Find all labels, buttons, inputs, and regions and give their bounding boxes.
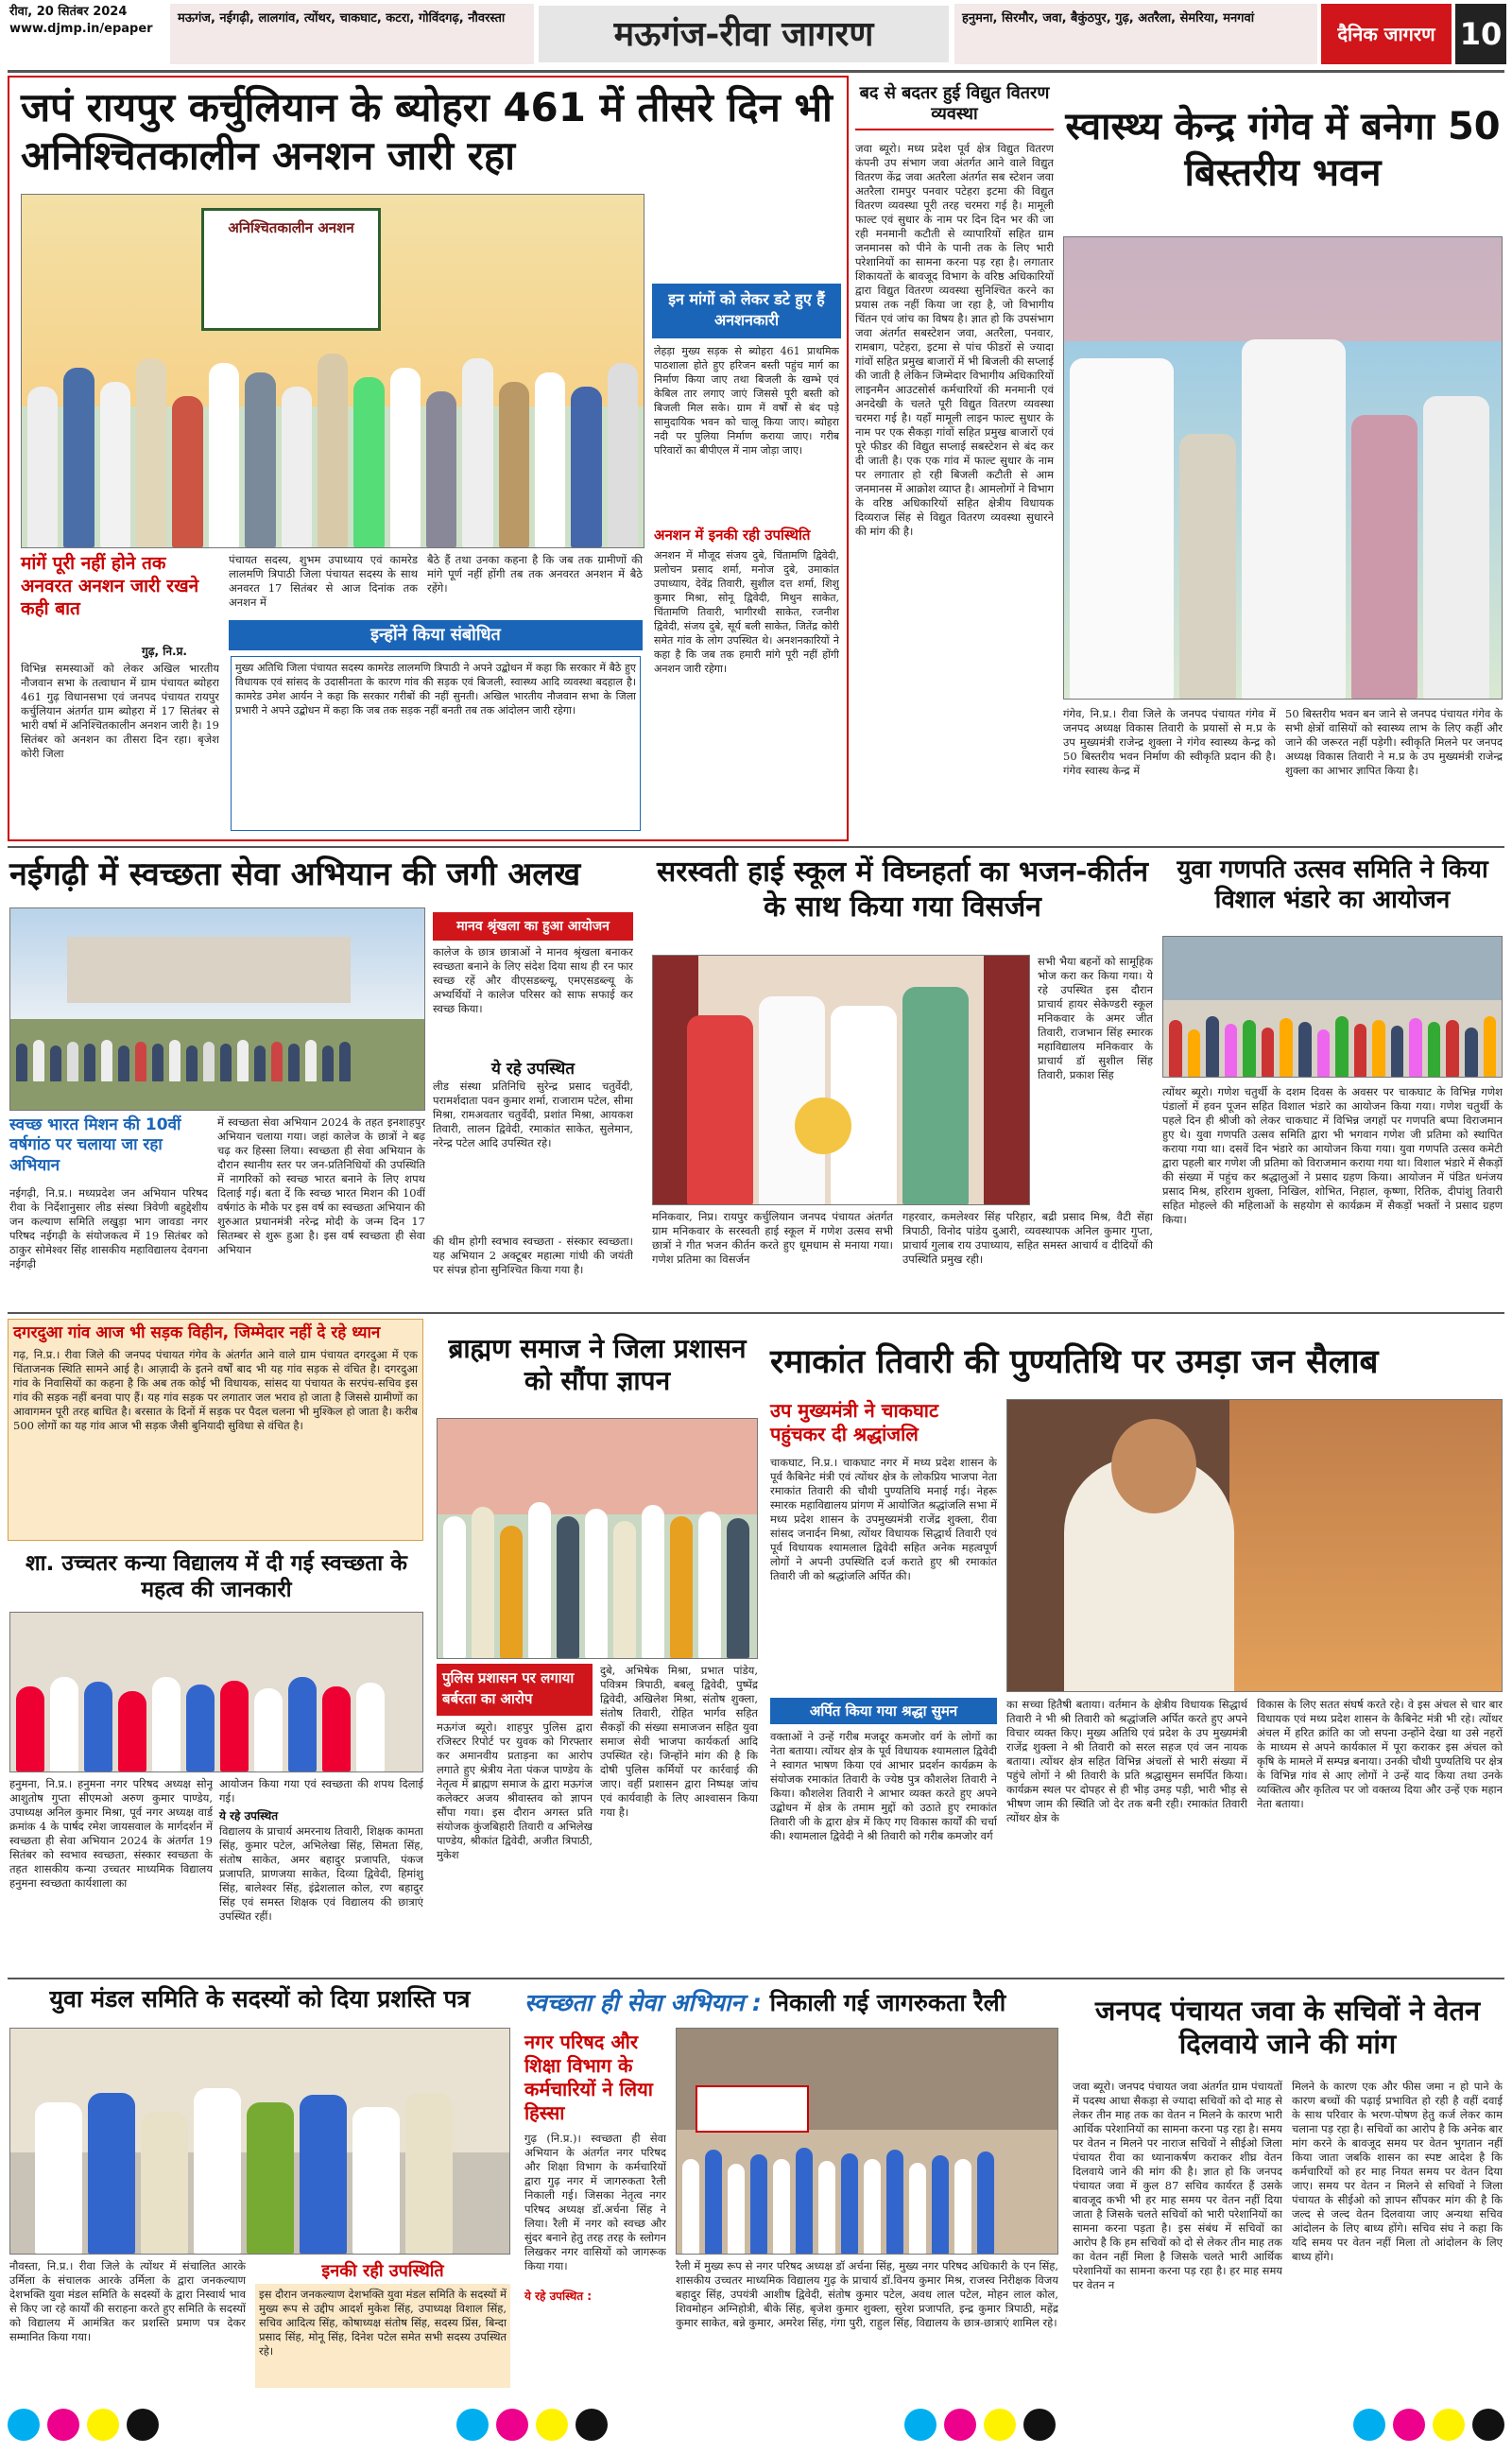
story4-photo [9,907,425,1111]
story1-demands-text: लेहड़ा मुख्य सड़क से ब्योहरा 461 प्राथमिक पाठशाला होते हुए हरिजन बस्ती पहुंच मार्ग का निर्माण किया जाए तथा बिजली के खम्भे एवं केबिल तार लगाए जाएं जिससे पूरी बस्ती को बिजली मिल सके। ग्राम में वर्षों से बंद पड़े सामुदायिक भवन को चालू किया जाए। ब्योहरा नदी पर पुलिया निर्माण कराया जाए। गरीब परिवारों का बीपीएल में नाम जोड़ा जाए। [654,345,839,457]
story8-present-text: विद्यालय के प्राचार्य अमरनाथ तिवारी, शिक्षक कामता सिंह, कुमार पटेल, अभिलेखा सिंह, सिमता सिंह, संतोष साकेत, अमर बहादुर प्रजापति, पंकज प्रजापति, प्राणजया साकेत, दिव्या द्विवेदी, हिमांशु सिंह, बालेश्वर सिंह, इंद्रेशलाल कोल, रण बहादुर सिंह एवं समस्त शिक्षक एवं विद्यालय की छात्राएं उपस्थित रहीं। [219,1824,423,1923]
story12-headline: निकाली गई जागरुकता रैली [769,1989,1006,2016]
story9-photo [437,1418,758,1659]
story9-photo-sub: पुलिस प्रशासन पर लगाया बर्बरता का आरोप [437,1664,593,1716]
divider-3 [8,1978,1504,1979]
story5-headline: सरस्वती हाई स्कूल में विघ्नहर्ता का भजन-कीर्तन के साथ किया गया विसर्जन [656,855,1149,924]
story8-photo [9,1612,423,1772]
story1-addr-head: इन्होंने किया संबोधित [229,620,643,650]
story10-headline: रमाकांत तिवारी की पुण्यतिथि पर उमड़ा जन सैलाब [770,1343,1379,1381]
epaper-url[interactable]: www.djmp.in/epaper [9,22,153,36]
story12-sub: नगर परिषद और शिक्षा विभाग के कर्मचारियों ने लिया हिस्सा [524,2031,653,2124]
story5-side-text: सभी भैया बहनों को सामूहिक भोज करा कर किया गया। ये रहे उपस्थित इस दौरान प्राचार्य हायर सेकेण्डरी स्कूल मनिकवार के अमर जीत तिवारी, राजभान सिंह स्मारक महाविद्यालय मनिकवार के प्राचार्य डॉ सुशील सिंह तिवारी, प्रकाश सिंह [1038,955,1153,1081]
story1-present-head: अनशन में इनकी रही उपस्थिति [654,527,811,544]
story12-title-row [524,1985,1058,2021]
masthead-rule [8,70,1504,73]
brand-title: मऊगंज-रीवा जागरण [539,6,949,62]
story12-photo [676,2028,1058,2255]
story4-tail: की थीम होगी स्वभाव स्वच्छता - संस्कार स्वच्छता। यह अभियान 2 अक्टूबर महात्मा गांधी की जयंती पर संपन्न होना सुनिश्चित किया गया है। [433,1235,633,1276]
story8-col2: आयोजन किया गया एवं स्वच्छता की शपथ दिलाई गई। [219,1777,423,1805]
story4-present-head: ये रहे उपस्थित [491,1060,575,1079]
story10-col2: का सच्चा हितैषी बताया। वर्तमान के क्षेत्रीय विधायक सिद्धार्थ तिवारी ने भी श्री तिवारी को श्रद्धांजलि अर्पित करते हुए अपने विचार व्यक्त किए। मुख्य अतिथि एवं प्रदेश के उप मुख्यमंत्री राजेंद्र शुक्ला ने श्री तिवारी को सरल सहज एवं जन नायक बताया। त्योंथर क्षेत्र सहित विभिन्न अंचलों से भारी संख्या में पहुंचे लोगों ने श्री तिवारी के प्रति श्रद्धासुमन समर्पित किया। कार्यक्रम स्थल पर दोपहर से ही भीड़ उमड़ पड़ी, भारी भीड़ से भीषण जाम की स्थिति जो देर तक बनी रही। रमाकांत तिवारी त्योंथर क्षेत्र के [1006,1698,1247,1824]
story1-headline: जपं रायपुर कर्चुलियान के ब्योहरा 461 में तीसरे दिन भी अनिश्चितकालीन अनशन जारी रहा [21,84,833,180]
edition-date: रीवा, 20 सितंबर 2024 [9,5,128,19]
story12-col1: गुढ़ (नि.प्र.)। स्वच्छता ही सेवा अभियान के अंतर्गत नगर परिषद और शिक्षा विभाग के कर्मचारियों द्वारा गुढ़ नगर में जागरुकता रैली निकाली गई। जिसका नेतृत्व नगर परिषद अध्यक्ष डॉ.अर्चना सिंह ने लिया। रैली में नगर को स्वच्छ और सुंदर बनाने हेतु तरह तरह के स्लोगन लिखकर नगर वासियों को जागरूक किया गया। [524,2132,666,2273]
story10-sub: उप मुख्यमंत्री ने चाकघाट पहुंचकर दी श्रद्धांजलि [770,1399,939,1445]
story10-col3: विकास के लिए सतत संघर्ष करते रहे। वे इस अंचल से चार बार विधायक एवं मध्य प्रदेश शासन के कैबिनेट मंत्री भी रहे। त्योंथर अंचल में हरित क्रांति का जो सपना उन्होंने देखा था उसे नहरों के माध्यम से अपने कार्यकाल में पूरा कराकर इस अंचल को कृषि के मामले में सम्पन्न बनाया। उनकी चौथी पुण्यतिथि पर क्षेत्र के विभिन्न गांव से आए लोगों ने उन्हें याद किया तथा उनके व्यक्तित्व और कृतित्व पर जो वक्तव्य दिया और उन्हें एक महान नेता बताया। [1257,1698,1503,1810]
story3-headline: स्वास्थ्य केन्द्र गंगेव में बनेगा 50 बिस्तरीय भवन [1065,105,1501,195]
story13-col1: जवा ब्यूरो। जनपद पंचायत जवा अंतर्गत ग्राम पंचायतों में पदस्थ आधा सैकड़ा से ज्यादा सचिवों को दो माह से लेकर तीन माह तक का वेतन न मिलने के कारण भारी आर्थिक परेशानियों का सामना करना पड़ रहा है। समय पर वेतन न मिलने पर नाराज सचिवों ने सीईओ जिला पंचायत रीवा का ध्यानाकर्षण कराकर शीघ्र वेतन दिलवाये जाने की मांग की है। ज्ञात हो कि जनपद पंचायत जवा में कुल 87 सचिव कार्यरत हैं उसके बावजूद कभी भी हर माह समय पर वेतन नहीं दिया जाता है जिसके चलते सचिवों को भारी परेशानियों का सामना करना पड़ता है। इस संबंध में सचिवों का आरोप है कि हम सचिवों को दो से लेकर तीन माह तक का वेतन नहीं मिला है जिसके चलते भारी आर्थिक परेशानियों का सामना करना पड़ रहा है। हर माह समय पर वेतन न [1073,2080,1282,2291]
story11-headline: युवा मंडल समिति के सदस्यों को दिया प्रशस्ति पत्र [49,1985,471,2013]
story8-col1: हनुमना, नि.प्र.। हनुमना नगर परिषद अध्यक्ष सोनू आशुतोष गुप्ता सीएमओ अरुण कुमार पाण्डेय, उपाध्यक्ष अनिल कुमार मिश्रा, पूर्व नगर अध्यक्ष वार्ड क्रमांक 4 के पार्षद रमेश जायसवाल के मार्गदर्शन में स्वच्छता ही सेवा अभियान 2024 के अंतर्गत 19 सितंबर को स्वभाव स्वच्छता, संस्कार स्वच्छता के तहत शासकीय कन्या उच्चतर माध्यमिक विद्यालय हनुमना स्वच्छता कार्यशाला का [9,1777,213,1890]
story1-col2: पंचायत सदस्य, शुभम उपाध्याय एवं कामरेड लालमणि त्रिपाठी जिला पंचायत सदस्य के साथ अनवरत 17 सितंबर से आज दिनांक तक अनशन में [229,553,418,609]
masthead-left [9,4,165,38]
divider-2 [8,1312,1504,1314]
story10-sub2: अर्पित किया गया श्रद्धा सुमन [770,1698,997,1724]
footer-marks [8,2406,1504,2444]
story1-demands-head: इन मांगों को लेकर डटे हुए हैं अनशनकारी [652,284,841,338]
story1-present-text: अनशन में मौजूद संजय दुबे, चिंतामणि द्विवेदी, प्रलोचन प्रसाद शर्मा, मनोज दुबे, उमाकांत उपाध्याय, देवेंद्र तिवारी, सुशील दत्त शर्मा, शिशु कुमार मिश्रा, सोनू द्विवेदी, मिथुन साकेत, चिंतामणि तिवारी, भागीरथी साकेत, रजनीश द्विवेदी, संजय दुबे, सूर्य बली साकेत, जितेंद्र कोरी समेत गांव के लोग उपस्थित थे। अनशनकारियों ने कहा है कि जब तक हमारी मांगे पूरी नहीं होंगी अनशन जारी रहेगा। [654,549,839,675]
story9-headline: ब्राह्मण समाज ने जिला प्रशासन को सौंपा ज्ञापन [448,1333,747,1397]
story12-prefix: स्वच्छता ही सेवा अभियान : [524,1989,762,2016]
story7-headline: दगरदुआ गांव आज भी सड़क विहीन, जिम्मेदार नहीं दे रहे ध्यान [13,1323,381,1342]
story8-present-head: ये रहे उपस्थित [219,1809,279,1823]
story1-photo-sub: मांगें पूरी नहीं होने तक अनवरत अनशन जारी रखने कही बात [21,553,199,619]
story10-intro: चाकघाट, नि.प्र.। चाकघाट नगर में मध्य प्रदेश शासन के पूर्व कैबिनेट मंत्री एवं त्योंथर क्षेत्र के लोकप्रिय भाजपा नेता रमाकांत तिवारी की चौथी पुण्यतिथि मनाई गई। नेहरू स्मारक महाविद्यालय प्रांगण में आयोजित श्रद्धांजलि सभा में मध्य प्रदेश शासन के उपमुख्यमंत्री राजेंद्र शुक्ला, रीवा सांसद जनार्दन मिश्रा, त्योंथर विधायक सिद्धार्थ तिवारी एवं पूर्व विधायक श्यामलाल द्विवेदी सहित अनेक महत्वपूर्ण लोगों ने अपनी उपस्थिति दर्ज कराते हुए श्री रमाकांत तिवारी जी को श्रद्धांजलि अर्पित की। [770,1456,997,1582]
story6-headline: युवा गणपति उत्सव समिति ने किया विशाल भंडारे का आयोजन [1177,855,1488,914]
story9-col2: दुबे, अभिषेक मिश्रा, प्रभात पांडेय, पवित्रम त्रिपाठी, बबलू द्विवेदी, पुष्पेंद्र द्विवेदी, अखिलेश मिश्रा, संतोष शुक्ला, संतोष तिवारी, रोहित भार्गव सहित सैकड़ों की संख्या समाजजन सहित युवा समाज सेवी भाजपा कार्यकर्ता आदि उपस्थित रहे। जिन्होंने मांग की है कि दोषी पुलिस कर्मियों पर कार्रवाई की जाए। वहीं प्रशासन द्वारा निष्पक्ष जांच एवं कार्यवाही के लिए आश्वासन किया गया है। [600,1664,758,1819]
story3-col2: 50 बिस्तरीय भवन बन जाने से जनपद पंचायत गंगेव के सभी क्षेत्रों वासियों को स्वास्थ्य लाभ के लिए कहीं और जाने की जरूरत नहीं पड़ेगी। स्वीकृति मिलने पर जनपद अध्यक्ष विकास तिवारी ने म.प्र के उप मुख्यमंत्री राजेन्द्र शुक्ला का आभार ज्ञापित किया है। [1285,707,1503,777]
paper-name: दैनिक जागरण [1321,4,1452,64]
story12-present-head: ये रहे उपस्थित : [524,2290,593,2303]
story4-side-box: मानव श्रृंखला का हुआ आयोजन [433,912,633,941]
divider-1 [8,846,1504,848]
story5-photo [652,955,1030,1205]
story2-text: जवा ब्यूरो। मध्य प्रदेश पूर्व क्षेत्र विद्युत वितरण कंपनी उप संभाग जवा अंतर्गत आने वाले विद्युत वितरण केंद्र जवा अतरैला अंतर्गत सब स्टेशन जवा अतरैला रामपुर पनवार पटेहरा इटमा की विद्युत वितरण व्यवस्था पूरी तरह चरमरा गई है। मामूली फाल्ट एवं सुधार के नाम पर दिन दिन भर की जा रही मनमानी कटौती से व्यापारियों सहित ग्राम जनमानस को पीने के पानी तक के लिए भारी परेशानियों का सामना करना पड़ रहा है। लगातार शिकायतों के बावजूद विभाग के वरिष्ठ अधिकारियों द्वारा विद्युत वितरण व्यवस्था सुनिश्चित करने का प्रयास तक नहीं किया जा रहा है, जो विभागीय चिंतन एवं जांच का विषय है। ज्ञात हो कि उपसंभाग जवा अंतर्गत सबस्टेशन जवा, अतरैला, पनवार, रामबाग, पटेहरा, इटमा से पांच फीडरों से ज्यादा गांवों सहित प्रमुख बाजारों में भी बिजली की सप्लाई की जाती है लेकिन जिम्मेदार विभागीय अधिकारियों लाइनमैन आउटसोर्स कर्मचारियों की मनमानी एवं अनदेखी के चलते पूरी विद्युत वितरण व्यवस्था चरमरा गई है। यहाँ मामूली लाइन फाल्ट सुधार के नाम पर एक सैकड़ा गांवों सहित प्रमुख बाजारों एवं पूरे फीडर की विद्युत सप्लाई सबस्टेशन से बंद कर दी जाती है। एक एक गांव में फाल्ट सुधार के नाम पर लगातार हो रही बिजली कटौती से आम जनमानस में आक्रोश व्याप्त है। आमलोगों ने विभाग के वरिष्ठ अधिकारियों सहित क्षेत्रीय विधायक दिव्यराज सिंह से विद्युत वितरण व्यवस्था सुधारने की मांग की है। [855,142,1054,538]
story11-col1: नौवस्ता, नि.प्र.। रीवा जिले के त्योंथर में संचालित आरके उर्मिला के संचालक आरके उर्मिला के द्वारा जनकल्याण देशभक्ति युवा मंडल समिति के सदस्यों के द्वारा निस्वार्थ भाव से किए जा रहे कार्यों की सराहना करते हुए समिति के सदस्यों को विद्यालय में आमंत्रित कर प्रशस्ति प्रमाण पत्र देकर सम्मानित किया गया। [9,2259,246,2343]
story4-headline: नईगढ़ी में स्वच्छता सेवा अभियान की जगी अलख [9,855,581,893]
area-strip-left: मऊगंज, नईगढ़ी, लालगांव, त्योंथर, चाकघाट, कटरा, गोविंदगढ़, नौवरस्ता [170,4,534,64]
story4-photo-sub: स्वच्छ भारत मिशन की 10वीं वर्षगांठ पर चलाया जा रहा अभियान [9,1115,181,1175]
story13-col2: मिलने के कारण एक और फीस जमा न हो पाने के कारण बच्चों की पढ़ाई प्रभावित हो रही है वहीं दवाई के साथ परिवार के भरण-पोषण हेतु कर्ज लेकर काम चलाना पड़ रहा है। सचिवों का आरोप है कि अनेक बार मांग करने के बावजूद समय पर वेतन भुगतान नहीं किया जाता जबकि शासन का स्पष्ट आदेश है कि कर्मचारियों को हर माह नियत समय पर वेतन दिया जाए। समय पर वेतन न मिलने से सचिवों ने जिला पंचायत के सीईओ को ज्ञापन सौंपकर मांग की है कि जल्द से जल्द वेतन दिलवाया जाए अन्यथा सचिव आंदोलन के लिए बाध्य होंगे। सचिव संघ ने कहा कि यदि समय पर वेतन नहीं मिला तो आंदोलन के लिए बाध्य होंगे। [1292,2080,1503,2263]
story4-col2: में स्वच्छता सेवा अभियान 2024 के तहत इनशाहपुर अभियान चलाया गया। जहां कालेज के छात्रों ने बढ़ चढ़ कर हिस्सा लिया। स्वच्छता ही सेवा अभियान के दौरान स्थानीय स्तर पर जन-प्रतिनिधियों की उपस्थिति में नागरिकों को स्वच्छ भारत बनाने के लिए शपथ दिलाई गई। बता दें कि स्वच्छ भारत मिशन की 10वीं वर्षगांठ के मौके पर इस वर्ष का स्वच्छता अभियान की शुरुआत प्रधानमंत्री नरेन्द्र मोदी के जन्म दिन 17 सितम्बर से शुरू हुआ है। इस वर्ष स्वच्छता ही सेवा अभियान [217,1115,425,1256]
story13-headline: जनपद पंचायत जवा के सचिवों ने वेतन दिलवाये जाने की मांग [1094,1995,1481,2061]
story11-present-head: इनकी रही उपस्थिति [321,2261,444,2281]
story1-photo [21,194,644,548]
story10-photo [1006,1399,1503,1692]
story8-headline: शा. उच्चतर कन्या विद्यालय में दी गई स्वच्छता के महत्व की जानकारी [26,1551,407,1603]
story11-present-text: इस दौरान जनकल्याण देशभक्ति युवा मंडल समिति के सदस्यों में मुख्य रूप से उद्दीप आदर्श मुकेश सिंह, उपाध्यक्ष विशाल सिंह, सचिव आदित्य सिंह, कोषाध्यक्ष संतोष सिंह, सदस्य प्रिंस, बिन्दा प्रसाद सिंह, मोनू सिंह, दिनेश पटेल समेत सभी सदस्य उपस्थित रहे। [255,2284,510,2388]
story1-col1: विभिन्न समस्याओं को लेकर अखिल भारतीय नौजवान सभा के तत्वाधान में ग्राम पंचायत ब्योहरा 461 गुढ़ विधानसभा एवं जनपद पंचायत रायपुर कर्चुलियान अंतर्गत ग्राम ब्योहरा में 17 सितंबर से भारी वर्षा में अनिश्चितकालीन अनशन जारी है। 19 सितंबर को अनशन का तीसरा दिन रहा। बृजेश कोरी जिला [21,662,219,760]
story1-col3: बैठे हैं तथा उनका कहना है कि जब तक ग्रामीणों की मांगे पूर्ण नहीं होंगी तब तक अनवरत अनशन में बैठे रहेंगे। [427,553,643,595]
story6-text: त्योंथर ब्यूरो। गणेश चतुर्थी के दशम दिवस के अवसर पर चाकघाट के विभिन्न गणेश पंडालों में हवन पूजन सहित विशाल भंडारे का आयोजन किया गया। गणेश चतुर्थी के पहले दिन ही श्रीजी को लेकर चाकघाट में विभिन्न जगहों पर गणपति बप्पा विराजमान हुए थे। युवा गणपति उत्सव समिति द्वारा भी भगवान गणेश जी प्रतिमा को स्थापित कराया गया था। दसवें दिन भंडारे का आयोजन किया गया। युवा गणपति उत्सव कमेटी द्वारा पहली बार गणेश जी प्रतिमा को विराजमान कराया गया था। विशाल भंडारे में सैकड़ों की संख्या में पहुंच कर श्रद्धालुओं ने प्रसाद ग्रहण किया। आयोजन में पंडित धनंजय प्रसाद मिश्र, हरिराम शुक्ला, निखिल, शोभित, निहाल, कृष्णा, रितिक, दीपांशु तिवारी सहित मोहल्ले की महिलाओं के सहयोग से कार्यक्रम में सैकड़ों भक्तों ने प्रसाद ग्रहण किया। [1162,1085,1503,1226]
page-number: 10 [1455,4,1506,64]
story6-photo [1162,936,1503,1078]
story9-col1: मऊगंज ब्यूरो। शाहपुर पुलिस द्वारा रजिस्टर रिपोर्ट पर युवक को गिरफ्तार कर अमानवीय प्रताड़ना का आरोप लगाते हुए श्रेत्रीय नेता पंकज पाण्डेय के नेतृत्व में ब्राह्मण समाज के द्वारा मऊगंज कलेक्टर अजय श्रीवास्तव को ज्ञापन सौंपा गया। इस दौरान अगस्त प्रति संयोजक कुंजबिहारी तिवारी व अभिलेख पाण्डेय, श्रीकांत द्विवेदी, अजीत त्रिपाठी, मुकेश [437,1720,593,1861]
story1-dateline: गुढ़, नि.प्र. [142,645,187,658]
story2-headline: बद से बदतर हुई विद्युत वितरण व्यवस्था [855,83,1054,130]
story11-photo [9,2028,510,2255]
story4-col1: नईगढ़ी, नि.प्र.। मध्यप्रदेश जन अभियान परिषद रीवा के निर्देशानुसार लीड संस्था त्रिवेणी बहुद्देशीय जन कल्याण समिति लखुड़ा भाग जावडा नगर परिषद नईगढ़ी के संयोजकत्व में 19 सितंबर को ठाकुर सोमेश्वर सिंह शासकीय महाविद्यालय देवगना नईगढ़ी [9,1186,208,1270]
story3-col1: गंगेव, नि.प्र.। रीवा जिले के जनपद पंचायत गंगेव में जनपद अध्यक्ष विकास तिवारी के प्रयासों से म.प्र के उप मुख्यमंत्री राजेन्द्र शुक्ला ने गंगेव स्वास्थ्य केन्द्र को 50 बिस्तरीय भवन निर्माण की स्वीकृति प्रदान की है। गंगेव स्वास्थ केन्द्र में [1063,707,1276,777]
story3-photo [1063,236,1503,700]
story5-col2: गहरवार, कमलेश्वर सिंह परिहार, बद्री प्रसाद मिश्र, वैटी सेंहा त्रिपाठी, विनोद पांडेय दुआरी, व्यवस्थापक अनिल कुमार गुप्ता, प्राचार्य गुलाब राय उपाध्याय, सहित समस्त आचार्य व दीदियों की उपस्थिति प्रमुख रही। [902,1210,1153,1266]
area-strip-right: हनुमना, सिरमौर, जवा, बैकुंठपुर, गुढ़, अतरैला, सेमरिया, मनगवां [954,4,1317,64]
story4-present-text: लीड संस्था प्रतिनिधि सुरेन्द्र प्रसाद चतुर्वेदी, परामर्शदाता पवन कुमार शर्मा, राजाराम पटेल, सीमा मिश्रा, रामअवतार चतुर्वेदी, प्रशांत मिश्रा, आयकश तिवारी, लालन द्विवेदी, रमाकांत साकेत, सुलेमान, नरेन्द्र पटेल आदि उपस्थित रहे। [433,1080,633,1149]
story7-text: गढ़, नि.प्र.। रीवा जिले की जनपद पंचायत गंगेव के अंतर्गत आने वाले ग्राम पंचायत दगरदुआ में एक चिंताजनक स्थिति सामने आई है। आज़ादी के इतने वर्षों बाद भी यह गांव सड़क से वंचित है। दगरदुआ गांव के निवासियों का कहना है कि अब तक कोई भी विधायक, सांसद या पंचायत के सरपंच-सचिव इस गांव की सड़क नहीं बनवा पाए हैं। यह गांव सड़क पर लगातार जल भराव हो जाता है जिससे ग्रामीणों का आवागमन पूरी तरह बाधित है। बरसात के दिनों में सड़क पर पैदल चलना भी मुश्किल हो जाता है। करीब 500 लोगों का यह गांव आज भी सड़क जैसी बुनियादी सुविधा से वंचित है। [13,1348,418,1432]
story12-col2: रैली में मुख्य रूप से नगर परिषद अध्यक्ष डॉ अर्चना सिंह, मुख्य नगर परिषद अधिकारी के एन सिंह, शासकीय उच्चतर माध्यमिक विद्यालय गुढ़ के प्राचार्य डॉ.विनय कुमार मिश्र, राजस्व निरीक्षक विजय बहादुर सिंह, उपयंत्री आशीष द्विवेदी, संतोष कुमार पटेल, अवध लाल पटेल, मोहन लाल कोल, शिवमोहन अग्निहोत्री, बीके सिंह, बृजेश कुमार शुक्ला, सुरेश प्रजापति, इन्द्र कुमार त्रिपाठी, महेंद्र कुमार साकेत, बन्ने कुमार, अमरेश सिंह, गंगा पुरी, राहुल सिंह, विद्यालय के छात्र-छात्राएं शामिल रहे। [676,2259,1058,2329]
story10-col1: वक्ताओं ने उन्हें गरीब मजदूर कमजोर वर्ग के लोगों का नेता बताया। त्योंथर क्षेत्र के पूर्व विधायक श्यामलाल द्विवेदी ने स्वागत भाषण किया एवं आभार प्रदर्शन कार्यक्रम के संयोजक रमाकांत तिवारी के ज्येष्ठ पुत्र कौशलेश तिवारी ने किया। कौशलेश तिवारी ने आभार व्यक्त करते हुए अपने उद्बोधन में क्षेत्र के तमाम मुद्दों को उठाते हुए रमाकांत तिवारी जी के द्वारा क्षेत्र में किए गए विकास कार्यों की चर्चा की। श्यामलाल द्विवेदी ने श्री तिवारी को गरीब कमजोर वर्ग [770,1730,997,1842]
story4-col3: कालेज के छात्र छात्राओं ने मानव श्रृंखला बनाकर स्वच्छता बनाने के लिए संदेश दिया साथ ही रन फार स्वच्छ रहें और वीएसडब्ल्यू, एमएसडब्ल्यू के अभ्यर्थियों ने कालेज परिसर को साफ सफाई कर स्वच्छ किया। [433,945,633,1015]
story1-banner: अनिश्चितकालीन अनशन [201,208,381,331]
story1-addr-text: मुख्य अतिथि जिला पंचायत सदस्य कामरेड लालमणि त्रिपाठी ने अपने उद्बोधन में कहा कि सरकार में बैठे हुए विधायक एवं सांसद के उदासीनता के कारण गांव की सड़क एवं बिजली, स्वास्थ्य आदि व्यवस्था बदहाल है। कामरेड उमेश आर्यन ने कहा कि सरकार गरीबों की नहीं सुनती। अखिल भारतीय नौजवान सभा के जिला प्रभारी ने अपने उद्बोधन में कहा कि जब तक सड़क नहीं बनती तब तक आंदोलन जारी रहेगा। [231,656,641,831]
story5-col1: मनिकवार, निप्र। रायपुर कर्चुलियान जनपद पंचायत अंतर्गत ग्राम मनिकवार के सरस्वती हाई स्कूल में गणेश उत्सव सभी छात्रों ने गीत भजन कीर्तन करते हुए धूमधाम से मनाया गया। गणेश प्रतिमा का विसर्जन [652,1210,893,1266]
